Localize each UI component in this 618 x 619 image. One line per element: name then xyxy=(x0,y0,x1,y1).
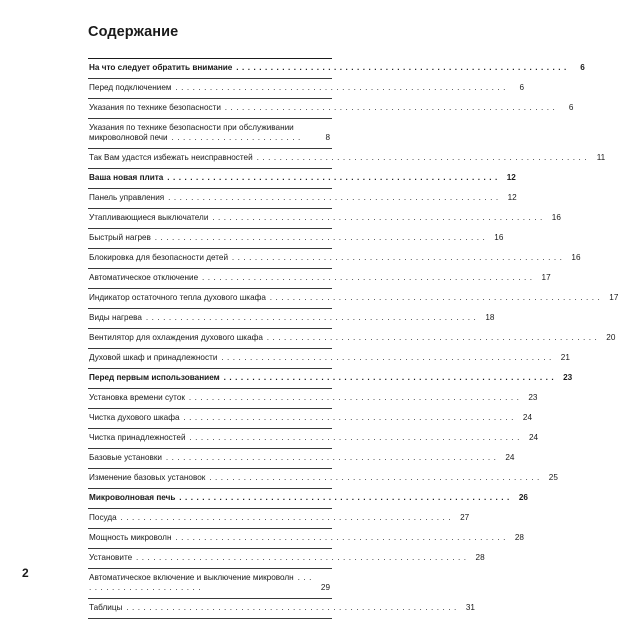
toc-entry-page: 24 xyxy=(528,433,539,442)
dot-leader: . . . . . . . . . . . . . . . . . . . . . . . . . . . . . . . . . . . . . . . . . . . . . . . . . . . . . . . . . . xyxy=(117,513,452,522)
dot-leader: . . . . . . . . . . . . . . . . . . . . . . . . . . . . . . . . . . . . . . . . . . . . . . . . . . . . . . . . . . xyxy=(263,333,598,342)
toc-entry-label: Установите . . . . . . . . . . . . . . . . . . . . . . . . . . . . . . . . . . . . . . . . . . . . . . . . . . . . . . . . . . xyxy=(89,553,467,562)
dot-leader: . . . . . . . . . . . . . . . . . . . . . . . . . . . . . . . . . . . . . . . . . . . . . . . . . . . . . . . . . . xyxy=(176,493,510,502)
toc-entry-label: Посуда . . . . . . . . . . . . . . . . . . . . . . . . . . . . . . . . . . . . . . . . . . . . . . . . . . . . . . . . . . xyxy=(89,513,452,522)
dot-leader: . . . . . . . . . . . . . . . . . . . . . . . . . . . . . . . . . . . . . . . . . . . . . . . . . . . . . . . . . . xyxy=(185,393,520,402)
toc-entry-page: 11 xyxy=(596,153,606,162)
dot-leader: . . . . . . . . . . . . . . . . . . . . . . . . . . . . . . . . . . . . . . . . . . . . . . . . . . . . . . . . . . xyxy=(206,473,540,482)
dot-leader: . . . . . . . . . . . . . . . . . . . . . . . . . . . . . . . . . . . . . . . . . . . . . . . . . . . . . . . . . . xyxy=(218,353,552,362)
dot-leader: . . . . . . . . . . . . . . . . . . . . . . . . . . . . . . . . . . . . . . . . . . . . . . . . . . . . . . . . . . xyxy=(172,83,506,92)
toc-entry-label: Указания по технике безопасности при обслуживании микроволновой печи . . . . . . . . . . . . . . . . . . . . . . . xyxy=(89,123,301,142)
toc-entry-page: 24 xyxy=(505,453,515,462)
toc-entry[interactable] xyxy=(88,488,528,508)
toc-entry-page: 6 xyxy=(519,83,524,92)
toc-entry[interactable] xyxy=(88,548,485,568)
toc-entry[interactable] xyxy=(88,188,517,208)
toc-entry-page: 17 xyxy=(609,293,618,302)
toc-entry-label: Автоматическое включение и выключение микроволн . . . . . . . . . . . . . . . . . . . . . . . xyxy=(89,573,312,592)
toc-entry[interactable] xyxy=(88,408,532,428)
dot-leader: . . . . . . . . . . . . . . . . . . . . . . . . . . . . . . . . . . . . . . . . . . . . . . . . . . . . . . . . . . xyxy=(142,313,477,322)
toc-entry-label: Перед подключением . . . . . . . . . . . . . . . . . . . . . . . . . . . . . . . . . . . . . . . . . . . . . . . . . . . . . . . . . . xyxy=(89,83,506,92)
toc-entry-label: Индикатор остаточного тепла духового шкафа . . . . . . . . . . . . . . . . . . . . . . . . . . . . . . . . . . . . . . . . . . . . . . . . . . . . . . . . . . xyxy=(89,293,601,302)
toc-entry-page: 17 xyxy=(541,273,551,282)
toc-entry-page: 16 xyxy=(494,233,504,242)
dot-leader: . . . . . . . . . . . . . . . . . . . . . . . . . . . . . . . . . . . . . . . . . . . . . . . . . . . . . . . . . . xyxy=(220,373,555,382)
toc-entry[interactable] xyxy=(88,228,504,248)
toc-entry[interactable] xyxy=(88,388,538,408)
toc-entry-label: Чистка принадлежностей . . . . . . . . . . . . . . . . . . . . . . . . . . . . . . . . . . . . . . . . . . . . . . . . . . . . . . . . . . xyxy=(89,433,521,442)
toc-entry-page: 23 xyxy=(528,393,538,402)
dot-leader: . . . . . . . . . . . . . . . . . . . . . . . . . . . . . . . . . . . . . . . . . . . . . . . . . . . . . . . . . . xyxy=(229,253,563,262)
toc-entry[interactable] xyxy=(88,368,573,388)
page-title: Содержание xyxy=(88,24,179,40)
dot-leader: . . . . . . . . . . . . . . . . . . . . . . . . . . . . . . . . . . . . . . . . . . . . . . . . . . . . . . . . . . xyxy=(221,103,556,112)
toc-entry-label: Перед первым использованием . . . . . . . . . . . . . . . . . . . . . . . . . . . . . . . . . . . . . . . . . . . . . . . . . . . . . . . . . . xyxy=(89,373,555,382)
toc-entry-page: 12 xyxy=(507,193,517,202)
toc-entry-page: 28 xyxy=(475,553,485,562)
toc-entry-page: 26 xyxy=(518,493,528,502)
dot-leader: . . . . . . . . . . . . . . . . . . . . . . . . . . . . . . . . . . . . . . . . . . . . . . . . . . . . . . . . . . xyxy=(186,433,521,442)
toc-entry-label: Вентилятор для охлаждения духового шкафа . . . . . . . . . . . . . . . . . . . . . . . . . . . . . . . . . . . . . . . . . . . . . . . . . . . . . . . . . . xyxy=(89,333,598,342)
toc-entry-page: 18 xyxy=(485,313,495,322)
toc-entry[interactable] xyxy=(88,428,539,448)
dot-leader: . . . . . . . . . . . . . . . . . . . . . . . . . . . . . . . . . . . . . . . . . . . . . . . . . . . . . . . . . . xyxy=(133,553,467,562)
toc-entry-label: Утапливающиеся выключатели . . . . . . . . . . . . . . . . . . . . . . . . . . . . . . . . . . . . . . . . . . . . . . . . . . . . . . . . . . xyxy=(89,213,543,222)
toc-entry[interactable] xyxy=(88,528,524,548)
toc-entry-page: 24 xyxy=(522,413,532,422)
toc-entry-page: 27 xyxy=(460,513,470,522)
toc-entry[interactable] xyxy=(88,118,332,148)
toc-entry[interactable] xyxy=(88,98,574,118)
toc-entry[interactable] xyxy=(88,568,332,598)
toc-entry-label: На что следует обратить внимание . . . . . . . . . . . . . . . . . . . . . . . . . . . . . . . . . . . . . . . . . . . . . . . . . . . . . . . . . . xyxy=(89,63,567,72)
toc-entry-page: 12 xyxy=(506,173,516,182)
dot-leader: . . . . . . . . . . . . . . . . . . . . . . . . . . . . . . . . . . . . . . . . . . . . . . . . . . . . . . . . . . xyxy=(151,233,486,242)
toc-entry-label: Виды нагрева . . . . . . . . . . . . . . . . . . . . . . . . . . . . . . . . . . . . . . . . . . . . . . . . . . . . . . . . . . xyxy=(89,313,477,322)
toc-entry-label: Так Вам удастся избежать неисправностей . . . . . . . . . . . . . . . . . . . . . . . . . . . . . . . . . . . . . . . . . . . . . . . . . . . . . . . . . . xyxy=(89,153,588,162)
toc-entry-label: Микроволновая печь . . . . . . . . . . . . . . . . . . . . . . . . . . . . . . . . . . . . . . . . . . . . . . . . . . . . . . . . . . xyxy=(89,493,510,502)
table-of-contents xyxy=(88,58,618,619)
dot-leader: . . . . . . . . . . . . . . . . . . . . . . . . . . . . . . . . . . . . . . . . . . . . . . . . . . . . . . . . . . xyxy=(172,533,506,542)
toc-entry-label: Базовые установки . . . . . . . . . . . . . . . . . . . . . . . . . . . . . . . . . . . . . . . . . . . . . . . . . . . . . . . . . . xyxy=(89,453,497,462)
toc-entry-label: Духовой шкаф и принадлежности . . . . . . . . . . . . . . . . . . . . . . . . . . . . . . . . . . . . . . . . . . . . . . . . . . . . . . . . . . xyxy=(89,353,552,362)
toc-entry-page: 28 xyxy=(514,533,524,542)
dot-leader: . . . . . . . . . . . . . . . . . . . . . . . . . . . . . . . . . . . . . . . . . . . . . . . . . . . . . . . . . . xyxy=(266,293,601,302)
toc-entry-label: Таблицы . . . . . . . . . . . . . . . . . . . . . . . . . . . . . . . . . . . . . . . . . . . . . . . . . . . . . . . . . . xyxy=(89,603,457,612)
toc-entry-page: 25 xyxy=(548,473,558,482)
toc-entry[interactable] xyxy=(88,208,561,228)
toc-entry[interactable] xyxy=(88,58,585,78)
dot-leader: . . . . . . . . . . . . . . . . . . . . . . . . . . . . . . . . . . . . . . . . . . . . . . . . . . . . . . . . . . xyxy=(199,273,533,282)
page-number: 2 xyxy=(22,566,29,580)
dot-leader: . . . . . . . . . . . . . . . . . . . . . . . xyxy=(168,133,301,142)
toc-entry[interactable] xyxy=(88,268,551,288)
dot-leader: . . . . . . . . . . . . . . . . . . . . . . . . . . . . . . . . . . . . . . . . . . . . . . . . . . . . . . . . . . xyxy=(123,603,457,612)
toc-entry[interactable] xyxy=(88,248,581,268)
toc-entry[interactable] xyxy=(88,328,616,348)
toc-entry-page: 20 xyxy=(606,333,616,342)
toc-entry-page: 6 xyxy=(568,103,574,112)
toc-entry-label: Чистка духового шкафа . . . . . . . . . . . . . . . . . . . . . . . . . . . . . . . . . . . . . . . . . . . . . . . . . . . . . . . . . . xyxy=(89,413,514,422)
dot-leader: . . . . . . . . . . . . . . . . . . . . . . . . . . . . . . . . . . . . . . . . . . . . . . . . . . . . . . . . . . xyxy=(165,193,499,202)
toc-entry[interactable] xyxy=(88,168,516,188)
toc-entry-label: Быстрый нагрев . . . . . . . . . . . . . . . . . . . . . . . . . . . . . . . . . . . . . . . . . . . . . . . . . . . . . . . . . . xyxy=(89,233,486,242)
dot-leader: . . . . . . . . . . . . . . . . . . . . . . . . . . . . . . . . . . . . . . . . . . . . . . . . . . . . . . . . . . xyxy=(209,213,543,222)
dot-leader: . . . . . . . . . . . . . . . . . . . . . . . . . . . . . . . . . . . . . . . . . . . . . . . . . . . . . . . . . . xyxy=(164,173,498,182)
toc-entry[interactable] xyxy=(88,598,475,618)
dot-leader: . . . . . . . . . . . . . . . . . . . . . . . . . . . . . . . . . . . . . . . . . . . . . . . . . . . . . . . . . . xyxy=(253,153,588,162)
toc-entry[interactable] xyxy=(88,348,570,368)
toc-entry-page: 16 xyxy=(571,253,581,262)
toc-entry-page: 16 xyxy=(551,213,561,222)
toc-entry-label: Блокировка для безопасности детей . . . . . . . . . . . . . . . . . . . . . . . . . . . . . . . . . . . . . . . . . . . . . . . . . . . . . . . . . . xyxy=(89,253,563,262)
toc-entry-label: Указания по технике безопасности . . . . . . . . . . . . . . . . . . . . . . . . . . . . . . . . . . . . . . . . . . . . . . . . . . . . . . . . . . xyxy=(89,103,556,112)
toc-entry-label: Автоматическое отключение . . . . . . . . . . . . . . . . . . . . . . . . . . . . . . . . . . . . . . . . . . . . . . . . . . . . . . . . . . xyxy=(89,273,533,282)
toc-entry-page: 21 xyxy=(560,353,570,362)
toc-entry[interactable] xyxy=(88,308,495,328)
toc-entry[interactable] xyxy=(88,148,606,168)
dot-leader: . . . . . . . . . . . . . . . . . . . . . . . . . . . . . . . . . . . . . . . . . . . . . . . . . . . . . . . . . . xyxy=(180,413,514,422)
toc-entry-label: Панель управления . . . . . . . . . . . . . . . . . . . . . . . . . . . . . . . . . . . . . . . . . . . . . . . . . . . . . . . . . . xyxy=(89,193,499,202)
toc-entry-page: 8 xyxy=(325,133,330,142)
toc-entry[interactable] xyxy=(88,468,558,488)
toc-entry[interactable] xyxy=(88,78,524,98)
dot-leader: . . . . . . . . . . . . . . . . . . . . . . . . . . . . . . . . . . . . . . . . . . . . . . . . . . . . . . . . . . xyxy=(233,63,567,72)
toc-entry-page: 31 xyxy=(465,603,475,612)
toc-entry-label: Ваша новая плита . . . . . . . . . . . . . . . . . . . . . . . . . . . . . . . . . . . . . . . . . . . . . . . . . . . . . . . . . . xyxy=(89,173,498,182)
toc-entry-label: Мощность микроволн . . . . . . . . . . . . . . . . . . . . . . . . . . . . . . . . . . . . . . . . . . . . . . . . . . . . . . . . . . xyxy=(89,533,506,542)
toc-entry[interactable] xyxy=(88,508,470,528)
toc-entry-page: 29 xyxy=(320,583,330,592)
toc-entry-label: Установка времени суток . . . . . . . . . . . . . . . . . . . . . . . . . . . . . . . . . . . . . . . . . . . . . . . . . . . . . . . . . . xyxy=(89,393,520,402)
toc-entry[interactable] xyxy=(88,288,618,308)
toc-entry[interactable] xyxy=(88,448,515,468)
toc-entry-label: Изменение базовых установок . . . . . . . . . . . . . . . . . . . . . . . . . . . . . . . . . . . . . . . . . . . . . . . . . . . . . . . . . . xyxy=(89,473,540,482)
dot-leader: . . . . . . . . . . . . . . . . . . . . . . . xyxy=(89,573,312,592)
dot-leader: . . . . . . . . . . . . . . . . . . . . . . . . . . . . . . . . . . . . . . . . . . . . . . . . . . . . . . . . . . xyxy=(163,453,497,462)
toc-entry-page: 6 xyxy=(580,63,585,72)
toc-entry-page: 23 xyxy=(563,373,573,382)
